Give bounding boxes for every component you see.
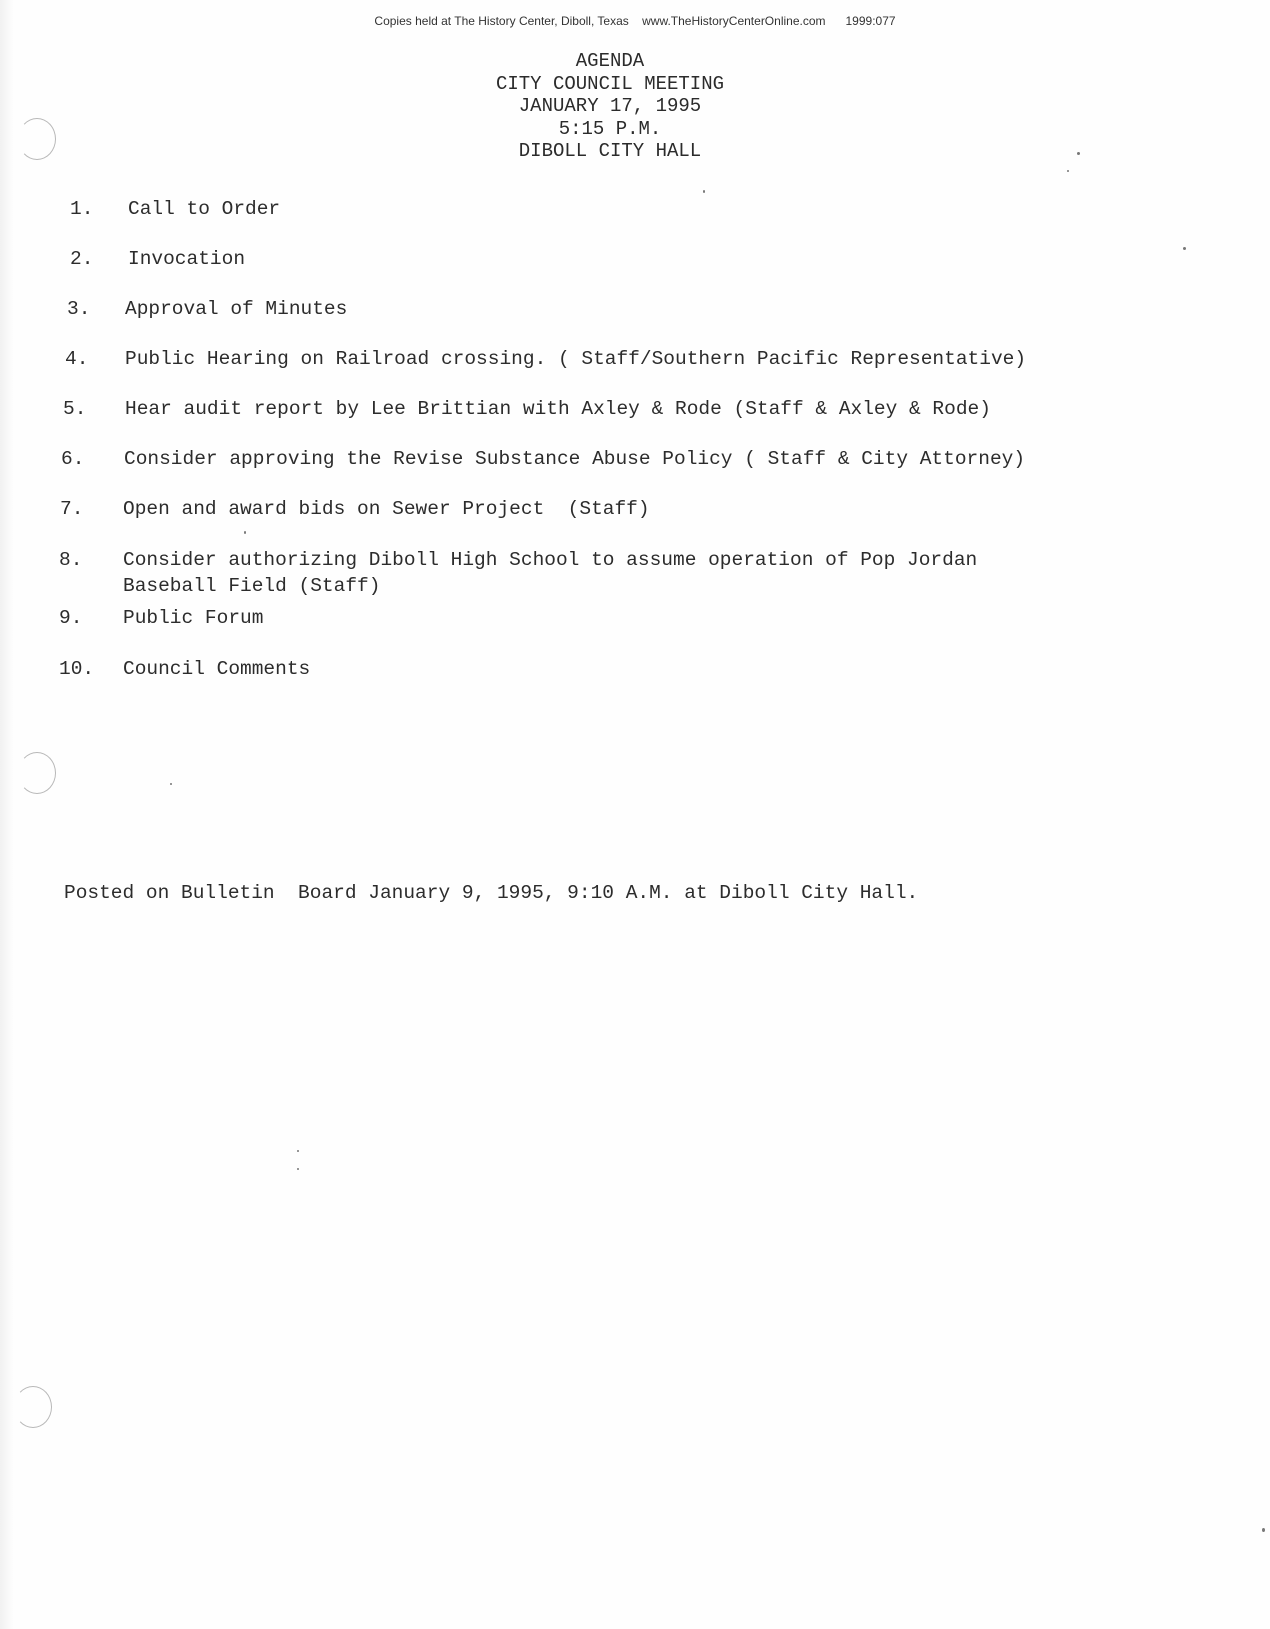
agenda-item-number: 2.: [70, 248, 94, 270]
scan-speck: [170, 783, 172, 785]
title-agenda: AGENDA: [575, 50, 645, 72]
agenda-item-number: 9.: [59, 607, 83, 629]
agenda-item-number: 3.: [67, 298, 91, 320]
agenda-list: [0, 0, 1270, 700]
scan-speck: [244, 531, 246, 534]
agenda-item-text: Invocation: [128, 248, 246, 270]
agenda-item-text: Public Hearing on Railroad crossing. ( Staff/Southern Pacific Representative): [125, 348, 1027, 370]
punch-hole-bottom: [14, 1386, 52, 1428]
agenda-item-text: Consider authorizing Diboll High School to assume operation of Pop Jordan: [123, 549, 978, 571]
agenda-item-number: 8.: [59, 549, 83, 571]
title-time: 5:15 P.M.: [558, 117, 662, 140]
agenda-item-council-comments: [59, 657, 311, 757]
scan-speck: [1077, 152, 1080, 155]
agenda-item-text: Consider approving the Revise Substance Abuse Policy ( Staff & City Attorney): [124, 448, 1026, 470]
scan-speck: [297, 1168, 299, 1170]
posted-notice: Posted on Bulletin Board January 9, 1995, 9:10 A.M. at Diboll City Hall.: [64, 882, 919, 904]
scan-speck: [1183, 247, 1186, 250]
agenda-item-text: Public Forum: [123, 607, 264, 629]
archive-header: Copies held at The History Center, Diboll, Texas www.TheHistoryCenterOnline.com 1999:077: [374, 14, 896, 28]
punch-hole-middle: [18, 752, 56, 794]
scan-speck: [703, 190, 705, 193]
agenda-item-text: Council Comments: [123, 658, 311, 680]
agenda-item-text: Open and award bids on Sewer Project (Staff): [123, 498, 650, 520]
agenda-item-number: 7.: [60, 498, 84, 520]
title-meeting: CITY COUNCIL MEETING: [495, 72, 725, 95]
title-date: JANUARY 17, 1995: [518, 95, 702, 117]
agenda-item-number: 4.: [65, 348, 89, 370]
agenda-item-number: 10.: [59, 658, 95, 680]
title-location: DIBOLL CITY HALL: [518, 140, 702, 162]
scan-speck: [1262, 1528, 1265, 1532]
agenda-item-text: Hear audit report by Lee Brittian with Axley & Rode (Staff & Axley & Rode): [125, 398, 991, 420]
agenda-item-text-continued: Baseball Field (Staff): [123, 575, 381, 597]
agenda-item-text: Approval of Minutes: [125, 298, 348, 320]
agenda-item-number: 6.: [61, 448, 85, 470]
scan-speck: [1067, 170, 1069, 172]
agenda-item-number: 1.: [70, 198, 94, 220]
scan-speck: [297, 1150, 299, 1152]
agenda-item-number: 5.: [63, 398, 87, 420]
agenda-item-text: Call to Order: [128, 198, 281, 220]
punch-hole-top: [18, 118, 56, 160]
